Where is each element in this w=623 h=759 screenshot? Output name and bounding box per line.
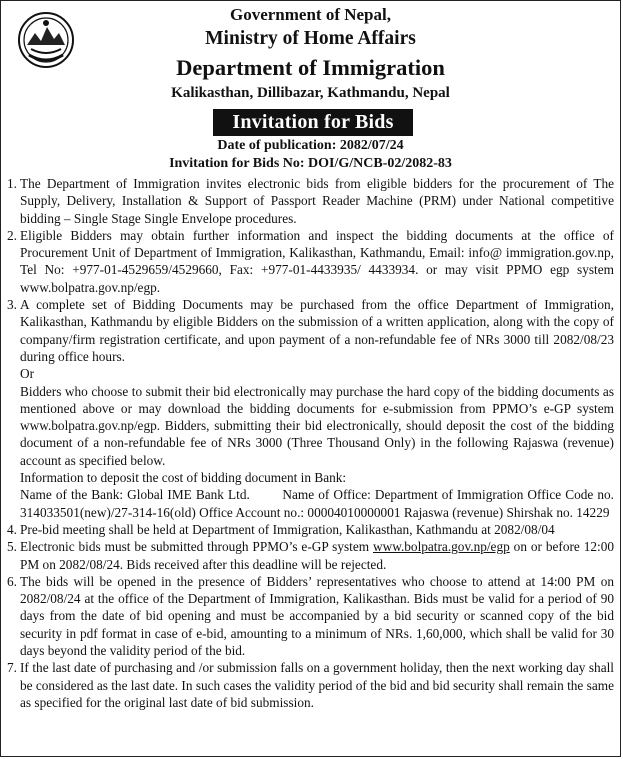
list-item-3 bbox=[7, 296, 618, 521]
list-item-1 bbox=[7, 175, 614, 227]
bank-details: Name of the Bank: Global IME Bank Ltd. Name of Office: Department of Immigration Office Code no. 314033501(new)/27-314-16(old) Office Account no.: 00004010000001 Rajaswa (revenue) Shirshak no. 14229 bbox=[20, 487, 618, 520]
item-number: 5. bbox=[7, 539, 17, 555]
government-title: Government of Nepal, bbox=[229, 5, 391, 24]
item-text: The Department of Immigration invites electronic bids from eligible bidders for the procurement of The Supply, Delivery, Installation & Support of Passport Reader Machine (PRM) under National competitive bidding – Single Stage Single Envelope procedures. bbox=[20, 176, 614, 226]
item-number: 6. bbox=[7, 573, 17, 589]
department-address: Kalikasthan, Dillibazar, Kathmandu, Nepal bbox=[171, 85, 450, 101]
list-item-7 bbox=[7, 659, 614, 711]
invitation-banner: Invitation for Bids bbox=[213, 109, 413, 136]
item-number: 1. bbox=[7, 176, 17, 191]
item-text: Eligible Bidders may obtain further information and inspect the bidding documents at the office of Procurement Unit of Department of Immigration, Kalikasthan, Kathmandu, Email: info@ immigration.gov.np, Tel No: +977-01-4529659/4529660, Fax: +977-01-4433935/ 4433934. or may visit PPMO egp system www.bolpatra.gov.np/egp. bbox=[20, 227, 614, 295]
item-text: If the last date of purchasing and /or submission falls on a government holiday, then the next working day shall be considered as the last date. In such cases the validity period of the bid and bid security shall remain the same as specified for the original last date of bid submission. bbox=[20, 660, 614, 710]
item-text-after: on or before 12:00 PM on 2082/08/24. Bids received after this deadline will be rejected. bbox=[20, 539, 614, 572]
or-separator: Or bbox=[20, 366, 35, 382]
egp-link[interactable]: www.bolpatra.gov.np/egp bbox=[373, 539, 510, 555]
department-title: Department of Immigration bbox=[176, 55, 445, 80]
list-item-2 bbox=[7, 227, 614, 296]
item-text: Electronic bids must be submitted through PPMO’s e-GP system bbox=[20, 539, 373, 555]
item-number: 2. bbox=[7, 227, 17, 243]
list-item-6 bbox=[7, 573, 614, 659]
notice-body bbox=[7, 175, 618, 711]
bid-number: Invitation for Bids No: DOI/G/NCB-02/2082-83 bbox=[169, 156, 452, 171]
item-number: 4. bbox=[7, 521, 17, 537]
electronic-purchase-text: Bidders who choose to submit their bid electronically may purchase the hard copy of the bidding documents as mentioned above or may download the bidding documents for e-submission from PPMO’s e-GP system www.bolpatra.gov.np/egp. Bidders, submitting their bid electronically, should deposit the cost of the bidding document of a non-refundable fee of NRs 3000 (Three Thousand Only) in the following Rajaswa (revenue) account as specified below. bbox=[20, 383, 614, 468]
publication-date: Date of publication: 2082/07/24 bbox=[217, 138, 404, 153]
item-number: 3. bbox=[7, 297, 17, 313]
item-number: 7. bbox=[7, 660, 17, 676]
item-text: A complete set of Bidding Documents may be purchased from the office Department of Immigration, Kalikasthan, Kathmandu by eligible Bidders on the submission of a written application, along with the copy of company/firm registration certificate, and upon payment of a non-refundable fee of NRs 3000 till 2082/08/23 during office hours. bbox=[20, 297, 614, 364]
item-text: The bids will be opened in the presence of Bidders’ representatives who choose to attend at 14:00 PM on 2082/08/24 at the office of the Department of Immigration, Kalikasthan. Bids must be valid for a period of 90 days from the date of bid opening and must be accompanied by a bid security or scanned copy of the bid security in pdf format in case of e-bid, amounting to a minimum of NRs. 1,60,000, which shall be valid for 30 days beyond the validity period of the bid. bbox=[20, 573, 614, 659]
ministry-title: Ministry of Home Affairs bbox=[205, 28, 416, 49]
list-item-5 bbox=[7, 538, 614, 573]
list-item-4 bbox=[7, 521, 614, 538]
item-text: Pre-bid meeting shall be held at Department of Immigration, Kalikasthan, Kathmandu at 2082/08/04 bbox=[20, 521, 555, 537]
bank-info-heading: Information to deposit the cost of bidding document in Bank: bbox=[20, 470, 347, 486]
